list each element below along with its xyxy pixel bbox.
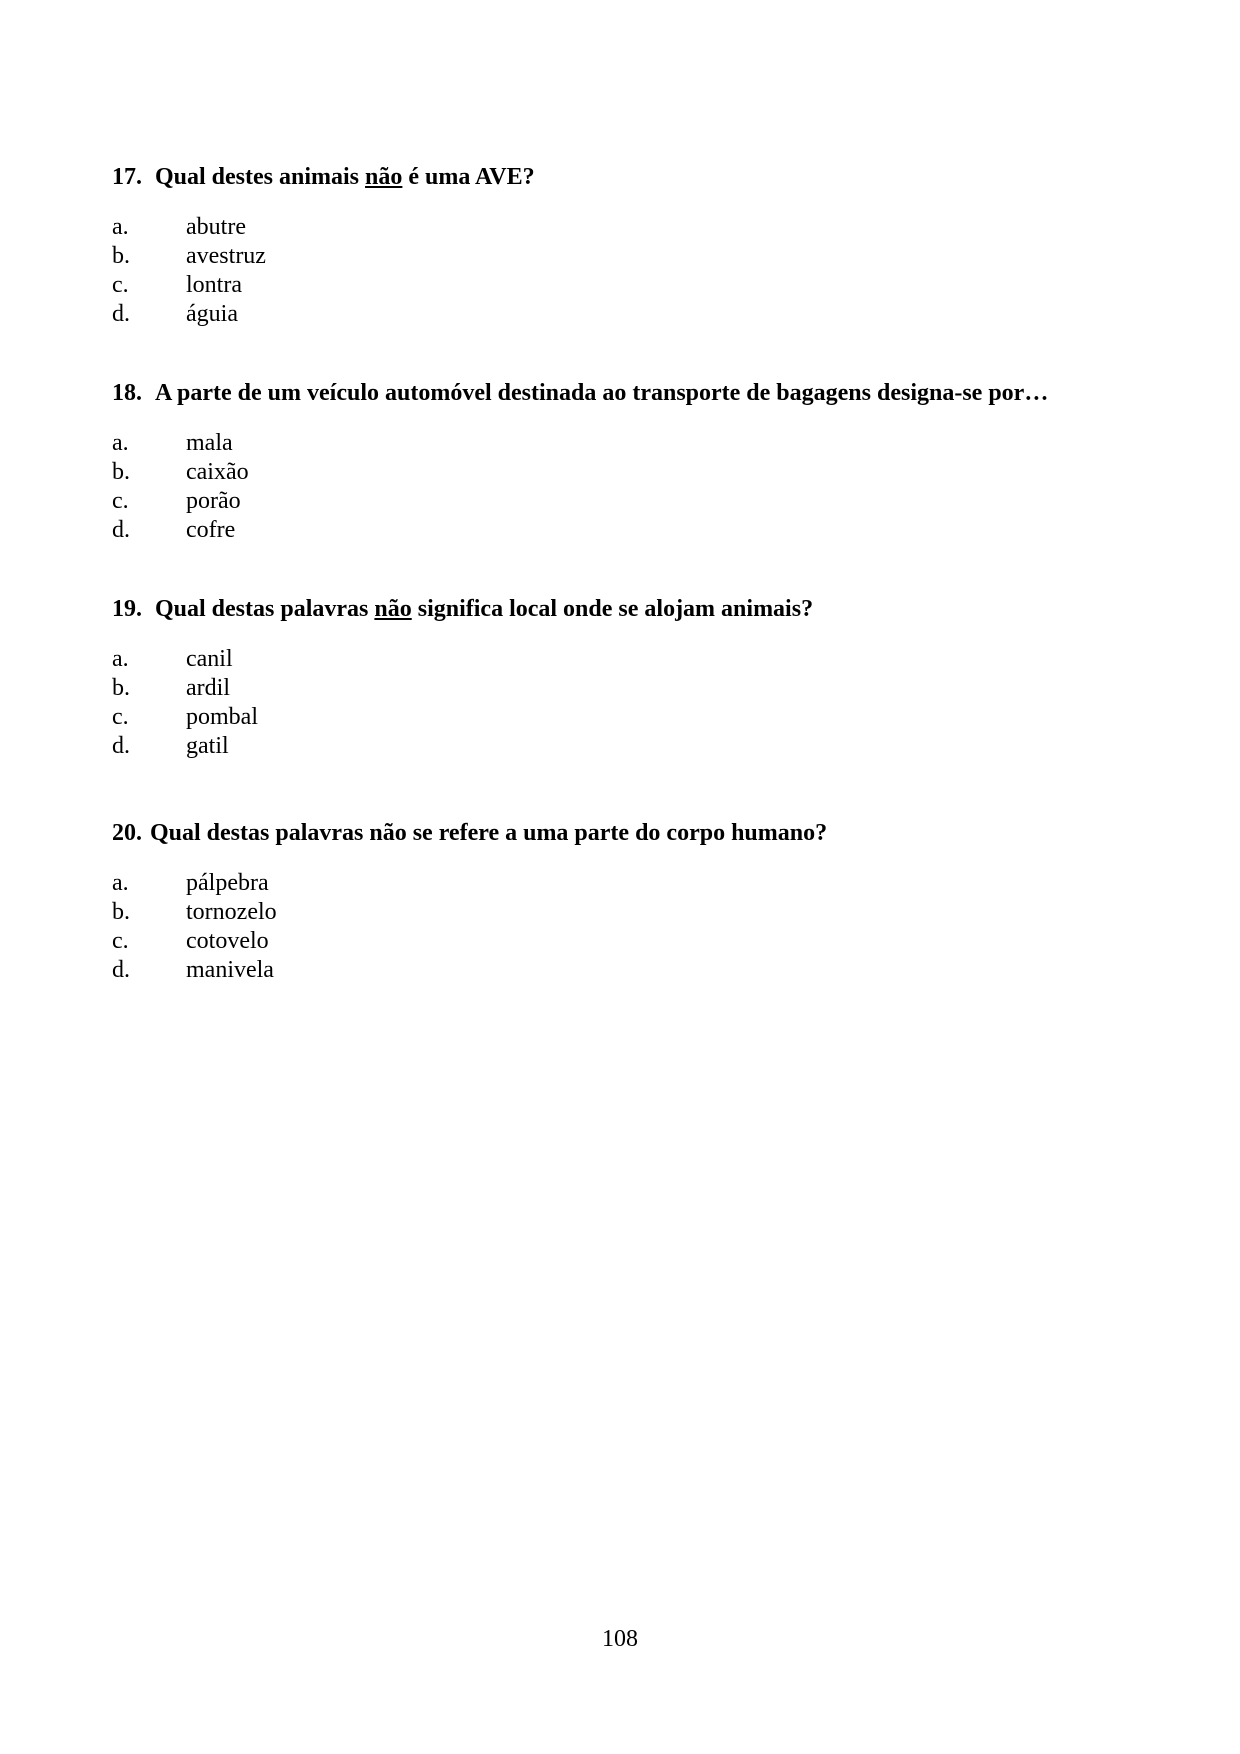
question-text-end: significa local onde se alojam animais? [417,596,814,622]
option-letter: b. [112,899,130,925]
option-text: mala [186,430,233,456]
option-text: pálpebra [186,870,269,896]
question-number: 17. [112,164,142,190]
question-number: 20. [112,820,142,846]
option-text: cotovelo [186,928,269,954]
option-b [112,674,258,703]
option-a [112,869,277,898]
question-text-end: é uma AVE? [408,164,535,190]
option-text: canil [186,646,233,672]
option-text: abutre [186,214,246,240]
option-letter: d. [112,517,130,543]
options-list [112,645,258,761]
option-letter: d. [112,957,130,983]
options-list [112,429,249,545]
question-20 [112,818,1152,983]
option-letter: b. [112,243,130,269]
option-a [112,645,258,674]
question-text-underlined: não [365,164,403,190]
option-text: porão [186,488,241,514]
question-title [112,594,1152,624]
option-letter: a. [112,870,129,896]
question-19 [112,594,1152,759]
option-letter: b. [112,459,130,485]
option-letter: c. [112,272,129,298]
option-b [112,898,277,927]
option-text: gatil [186,733,229,759]
option-text: pombal [186,704,258,730]
option-text: águia [186,301,238,327]
question-text-start: Qual destes animais [155,164,360,190]
question-number: 18. [112,380,142,406]
option-c [112,927,277,956]
option-a [112,429,249,458]
option-text: tornozelo [186,899,277,925]
option-letter: d. [112,733,130,759]
option-c [112,487,249,516]
option-letter: c. [112,704,129,730]
option-d [112,300,266,329]
option-text: manivela [186,957,274,983]
question-text-start: Qual destas palavras [155,596,369,622]
option-text: lontra [186,272,242,298]
question-title [112,162,1152,192]
question-text: A parte de um veículo automóvel destinada ao transporte de bagagens designa-se por… [155,380,1049,406]
option-letter: a. [112,214,129,240]
question-18 [112,378,1152,543]
option-text: avestruz [186,243,266,269]
option-c [112,271,266,300]
question-text: Qual destas palavras não se refere a uma parte do corpo humano? [150,820,828,846]
question-text-underlined: não [374,596,412,622]
option-text: cofre [186,517,236,543]
option-letter: c. [112,928,129,954]
option-letter: b. [112,675,130,701]
option-c [112,703,258,732]
option-letter: a. [112,646,129,672]
option-a [112,213,266,242]
option-letter: d. [112,301,130,327]
page-number: 108 [602,1626,638,1652]
option-letter: c. [112,488,129,514]
option-d [112,516,249,545]
option-d [112,732,258,761]
option-d [112,956,277,985]
question-number: 19. [112,596,142,622]
question-17 [112,162,1152,327]
options-list [112,869,277,985]
options-list [112,213,266,329]
question-title [112,378,1152,408]
option-b [112,242,266,271]
question-title [112,818,1152,848]
option-text: ardil [186,675,230,701]
option-b [112,458,249,487]
option-text: caixão [186,459,249,485]
option-letter: a. [112,430,129,456]
